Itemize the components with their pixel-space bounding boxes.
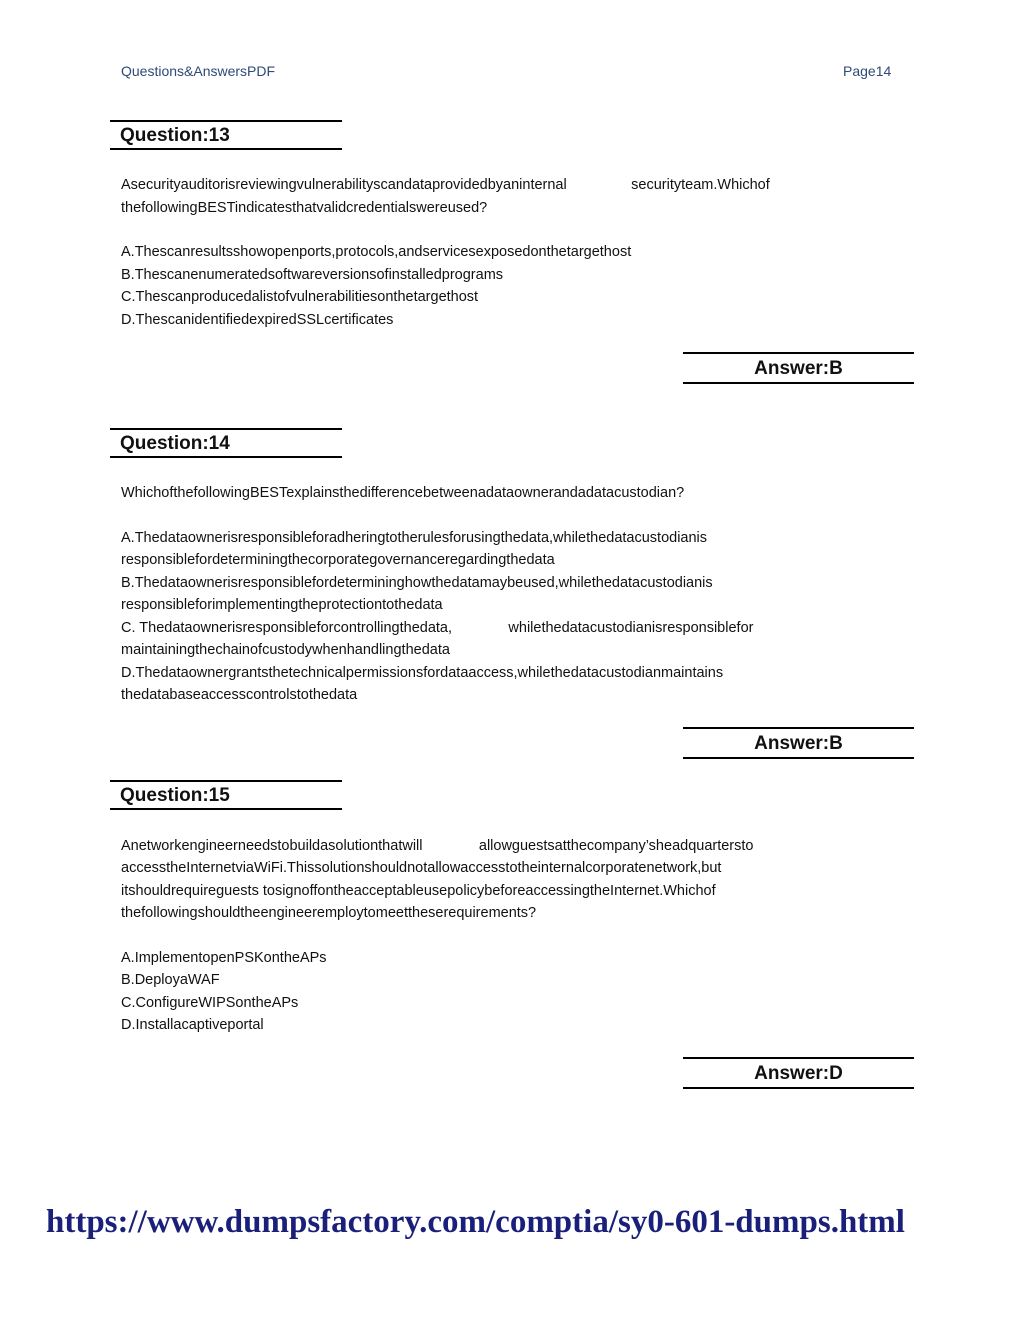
question-13-option: C.Thescanproducedalistofvulnerabilitiesonthetargethost	[121, 289, 479, 305]
question-title: Question:14	[120, 433, 230, 454]
question-14-option: C. Thedataownerisresponsibleforcontrollingthedata, whilethedatacustodianisresponsiblefor	[121, 620, 754, 636]
question-13-option: A.Thescanresultsshowopenports,protocols,andservicesexposedonthetargethost	[121, 244, 632, 260]
question-14-option: D.Thedataownergrantsthetechnicalpermissionsfordataaccess,whilethedatacustodianmaintains	[121, 665, 724, 681]
question-15-stem-line: itshouldrequireguests tosignoffontheacceptableusepolicybeforeaccessingtheInternet.Whichof	[121, 883, 716, 899]
question-14-option: A.Thedataownerisresponsibleforadheringtotherulesforusingthedata,whilethedatacustodianis	[121, 530, 708, 546]
question-15-stem-line: thefollowingshouldtheengineeremploytomeettheserequirements?	[121, 905, 537, 921]
question-14-option: responsiblefordeterminingthecorporategovernanceregardingthedata	[121, 552, 555, 568]
answer-14-box	[683, 727, 914, 759]
question-15-option: C.ConfigureWIPSontheAPs	[121, 995, 299, 1011]
answer-13-box	[683, 352, 914, 384]
question-15-stem-line: Anetworkengineerneedstobuildasolutionthatwill allowguestsatthecompany’sheadquarterstо	[121, 838, 754, 854]
footer-url-link[interactable]: https://www.dumpsfactory.com/comptia/sy0-601-dumps.html	[46, 1204, 905, 1240]
question-13-stem-line: Asecurityauditorisreviewingvulnerabilityscandataprovidedbyaninternal securityteam.Whichof	[121, 177, 770, 193]
question-15-heading	[110, 780, 342, 810]
question-13-heading	[110, 120, 342, 150]
question-15-option: A.ImplementopenPSKontheAPs	[121, 950, 327, 966]
question-title: Question:15	[120, 785, 230, 806]
question-13-stem-line: thefollowingBESTindicatesthatvalidcredentialswereused?	[121, 200, 488, 216]
answer-label: Answer:B	[754, 733, 843, 754]
question-14-option: B.Thedataownerisresponsiblefordetermininghowthedatamaybeused,whilethedatacustodianis	[121, 575, 713, 591]
question-14-option: thedatabaseaccesscontrolstothedata	[121, 687, 358, 703]
answer-15-box	[683, 1057, 914, 1089]
answer-label: Answer:B	[754, 358, 843, 379]
question-15-option: B.DeployaWAF	[121, 972, 220, 988]
answer-label: Answer:D	[754, 1063, 843, 1084]
question-13-option: B.Thescanenumeratedsoftwareversionsofinstalledprograms	[121, 267, 504, 283]
question-15-stem-line: accesstheInternetviaWiFi.Thissolutionshouldnotallowaccesstotheinternalcorporatenetwork,but	[121, 860, 722, 876]
question-14-stem-line: WhichofthefollowingBESTexplainsthedifferencebetweenadataownerandadatacustodian?	[121, 485, 685, 501]
page-header-right: Page14	[843, 63, 892, 79]
question-13-option: D.ThescanidentifiedexpiredSSLcertificates	[121, 312, 394, 328]
question-14-option: maintainingthechainofcustodywhenhandlingthedata	[121, 642, 450, 658]
question-14-heading	[110, 428, 342, 458]
page-header-left: Questions&AnswersPDF	[121, 63, 276, 79]
question-title: Question:13	[120, 125, 230, 146]
question-15-option: D.Installacaptiveportal	[121, 1017, 264, 1033]
question-14-option: responsibleforimplementingtheprotectiontothedata	[121, 597, 443, 613]
